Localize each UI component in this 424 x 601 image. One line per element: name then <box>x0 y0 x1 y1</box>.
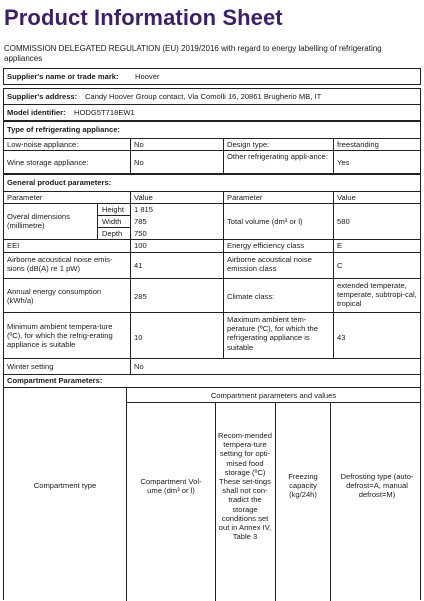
total-volume-value: 580 <box>337 217 350 226</box>
divider <box>4 312 421 313</box>
wine-storage-value: No <box>134 158 144 167</box>
model-value: HODG5T718EW1 <box>74 108 135 117</box>
width-value: 785 <box>134 217 147 226</box>
regulation-text: COMMISSION DELEGATED REGULATION (EU) 2019/2016 with regard to energy labelling of refrigerating appliances <box>4 44 382 63</box>
page-title: Product Information Sheet <box>4 5 283 30</box>
divider <box>97 215 130 216</box>
other-appliance-label: Other refrigerating appli-ance: <box>227 152 328 161</box>
total-volume-label: Total volume (dm³ or l) <box>227 217 303 226</box>
energy-class-label: Energy efficiency class <box>227 241 305 250</box>
compartment-volume-label: Compartment Vol-ume (dm³ or l) <box>140 477 202 496</box>
col-header-parameter-2: Parameter <box>227 193 263 202</box>
compartment-type-label: Compartment type <box>33 481 97 490</box>
divider <box>4 203 421 204</box>
col-header-value: Value <box>134 193 153 202</box>
compartment-header: Compartment Parameters: <box>7 376 103 385</box>
general-table <box>3 174 421 387</box>
divider <box>130 191 131 374</box>
low-noise-value: No <box>134 140 144 149</box>
defrosting-type-label: Defrosting type (auto-defrost=A, manual defrost=M) <box>340 472 414 500</box>
divider <box>215 402 216 601</box>
winter-setting-label: Winter setting <box>7 362 54 371</box>
noise-value: 41 <box>134 261 143 270</box>
model-row <box>3 104 421 121</box>
compartment-table <box>3 387 421 600</box>
divider <box>130 138 131 174</box>
divider <box>275 402 276 601</box>
height-label: Height <box>102 205 124 214</box>
supplier-address-value: Candy Hoover Group contact, Via Comolli 16, 20861 Brugherio MB, IT <box>85 92 322 101</box>
supplier-address-label: Supplier's address: <box>7 92 78 101</box>
supplier-address-row <box>3 88 421 105</box>
width-label: Width <box>102 217 122 226</box>
divider <box>4 252 421 253</box>
compartment-group-label: Compartment parameters and values <box>210 391 337 400</box>
divider <box>97 227 130 228</box>
divider <box>4 150 421 151</box>
eei-label: EEI <box>7 241 20 250</box>
divider <box>330 402 331 601</box>
type-header: Type of refrigerating appliance: <box>7 125 120 134</box>
general-header: General product parameters: <box>7 178 112 187</box>
supplier-name-value: Hoover <box>135 72 160 81</box>
divider <box>4 374 421 375</box>
col-header-value-2: Value <box>337 193 356 202</box>
noise-label: Airborne acoustical noise emis-sions (dB(A) re 1 pW) <box>7 255 113 274</box>
type-table <box>3 121 421 174</box>
divider <box>333 138 334 174</box>
divider <box>4 138 421 139</box>
divider <box>223 191 224 358</box>
divider <box>333 191 334 358</box>
dimensions-label: Overal dimensions (millimetre) <box>7 212 70 231</box>
noise-class-value: C <box>337 261 343 270</box>
depth-label: Depth <box>102 229 123 238</box>
wine-storage-label: Wine storage appliance: <box>7 158 89 167</box>
divider <box>97 203 98 239</box>
winter-setting-value: No <box>134 362 144 371</box>
divider <box>4 358 421 359</box>
climate-class-value: extended temperate, temperate, subtropi-cal, tropical <box>337 281 417 309</box>
climate-class-label: Climate class: <box>227 292 275 301</box>
divider <box>126 388 127 601</box>
annual-energy-value: 285 <box>134 292 147 301</box>
col-header-parameter: Parameter <box>7 193 43 202</box>
energy-class-value: E <box>337 241 343 250</box>
depth-value: 750 <box>134 229 147 238</box>
freezing-capacity-label: Freezing capacity (kg/24h) <box>288 472 318 500</box>
design-type-label: Design type: <box>227 140 270 149</box>
height-value: 1 815 <box>134 205 154 214</box>
recommended-temp-label: Recom-mended tempera-ture setting for opti-mised food storage (ºC) These set-tings shall not con-tradict the storage conditions set out in Annex IV, Table 3 <box>217 431 273 542</box>
low-noise-label: Low-noise appliance: <box>7 140 79 149</box>
noise-class-label: Airborne acoustical noise emission class <box>227 255 312 274</box>
eei-value: 100 <box>134 241 147 250</box>
max-temp-label: Maximum ambient tem-perature (ºC), for which the refrigerating appliance is suitable <box>227 315 318 352</box>
design-type-value: freestanding <box>337 140 379 149</box>
divider <box>4 278 421 279</box>
supplier-name-label: Supplier's name or trade mark: <box>7 72 119 81</box>
max-temp-value: 43 <box>337 333 346 342</box>
divider <box>126 402 421 403</box>
divider <box>4 191 421 192</box>
annual-energy-label: Annual energy consumption (kWh/a) <box>7 287 102 306</box>
supplier-name-row <box>3 68 421 85</box>
min-temp-label: Minimum ambient tempera-ture (ºC), for which the refrig-erating appliance is suitable <box>7 322 113 350</box>
other-appliance-value: Yes <box>337 158 350 167</box>
divider <box>223 138 224 174</box>
min-temp-value: 10 <box>134 333 143 342</box>
divider <box>4 239 421 240</box>
model-label: Model identifier: <box>7 108 66 117</box>
